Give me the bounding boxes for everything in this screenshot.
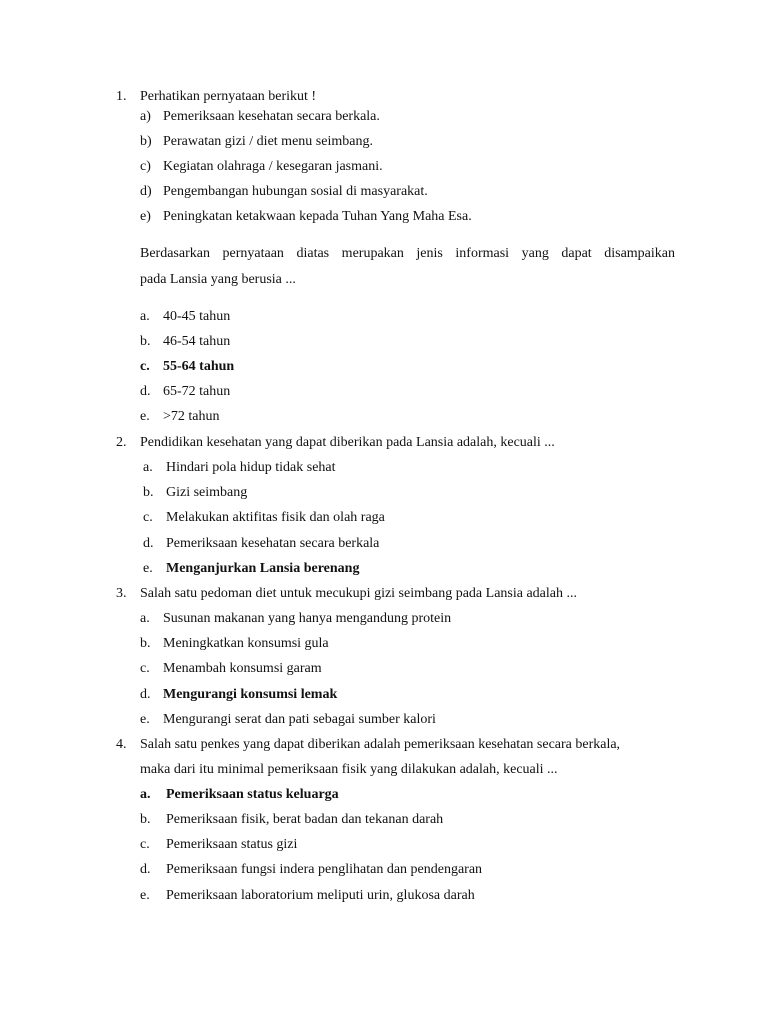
option-text: Gizi seimbang (166, 485, 248, 500)
option-label: d. (140, 862, 151, 877)
option-label: b. (140, 636, 151, 651)
option-text: 46-54 tahun (163, 334, 231, 349)
option-text-answer: 55-64 tahun (163, 359, 235, 374)
option-text: Pemeriksaan fungsi indera penglihatan dan pendengaran (166, 862, 483, 877)
question-prompt-line: pada Lansia yang berusia ... (140, 272, 296, 287)
option-label: e. (140, 712, 150, 727)
statement-text: Kegiatan olahraga / kesegaran jasmani. (163, 159, 383, 174)
option-label: e. (140, 409, 150, 424)
option-text: Hindari pola hidup tidak sehat (166, 460, 336, 475)
question-text: Perhatikan pernyataan berikut ! (140, 89, 317, 104)
question-text: Pendidikan kesehatan yang dapat diberikan pada Lansia adalah, kecuali ... (140, 435, 555, 450)
option-label-answer: c. (140, 359, 150, 374)
question-number: 4. (116, 737, 127, 752)
option-label: a. (143, 460, 153, 475)
option-label: e. (140, 888, 150, 903)
statement-label: e) (140, 209, 151, 224)
question-number: 2. (116, 435, 127, 450)
option-label: a. (140, 611, 150, 626)
option-label-answer: a. (140, 787, 151, 802)
statement-text: Pemeriksaan kesehatan secara berkala. (163, 109, 380, 124)
option-label: c. (140, 661, 150, 676)
statement-label: c) (140, 159, 151, 174)
option-text-answer: Mengurangi konsumsi lemak (163, 687, 338, 702)
option-text-answer: Menganjurkan Lansia berenang (166, 561, 360, 576)
question-text: Salah satu pedoman diet untuk mecukupi gizi seimbang pada Lansia adalah ... (140, 586, 577, 601)
option-text: 40-45 tahun (163, 309, 231, 324)
option-text: >72 tahun (163, 409, 220, 424)
option-text: 65-72 tahun (163, 384, 231, 399)
question-text-line: Salah satu penkes yang dapat diberikan adalah pemeriksaan kesehatan secara berkala, (140, 737, 621, 752)
option-label-answer: d. (140, 687, 151, 702)
statement-text: Perawatan gizi / diet menu seimbang. (163, 134, 373, 149)
option-label: b. (140, 812, 151, 827)
option-label-answer: e. (143, 561, 153, 576)
option-label: c. (143, 510, 153, 525)
option-text-answer: Pemeriksaan status keluarga (166, 787, 339, 802)
option-text: Pemeriksaan laboratorium meliputi urin, glukosa darah (166, 888, 475, 903)
option-text: Pemeriksaan kesehatan secara berkala (166, 536, 380, 551)
option-text: Melakukan aktifitas fisik dan olah raga (166, 510, 385, 525)
statement-label: a) (140, 109, 151, 124)
option-label: b. (143, 485, 154, 500)
question-number: 3. (116, 586, 127, 601)
option-label: a. (140, 309, 150, 324)
question-number: 1. (116, 89, 127, 104)
statement-label: b) (140, 134, 152, 149)
option-text: Pemeriksaan status gizi (166, 837, 298, 852)
option-text: Pemeriksaan fisik, berat badan dan tekanan darah (166, 812, 444, 827)
option-text: Menambah konsumsi garam (163, 661, 322, 676)
option-label: d. (140, 384, 151, 399)
option-text: Mengurangi serat dan pati sebagai sumber kalori (163, 712, 436, 727)
statement-label: d) (140, 184, 152, 199)
option-label: d. (143, 536, 154, 551)
statement-text: Peningkatan ketakwaan kepada Tuhan Yang Maha Esa. (163, 209, 472, 224)
question-text-line: maka dari itu minimal pemeriksaan fisik yang dilakukan adalah, kecuali ... (140, 762, 558, 777)
option-text: Meningkatkan konsumsi gula (163, 636, 329, 651)
option-label: c. (140, 837, 150, 852)
option-text: Susunan makanan yang hanya mengandung protein (163, 611, 452, 626)
question-prompt-line: Berdasarkan pernyataan diatas merupakan jenis informasi yang dapat disampaikan (140, 246, 675, 261)
statement-text: Pengembangan hubungan sosial di masyarakat. (163, 184, 428, 199)
option-label: b. (140, 334, 151, 349)
